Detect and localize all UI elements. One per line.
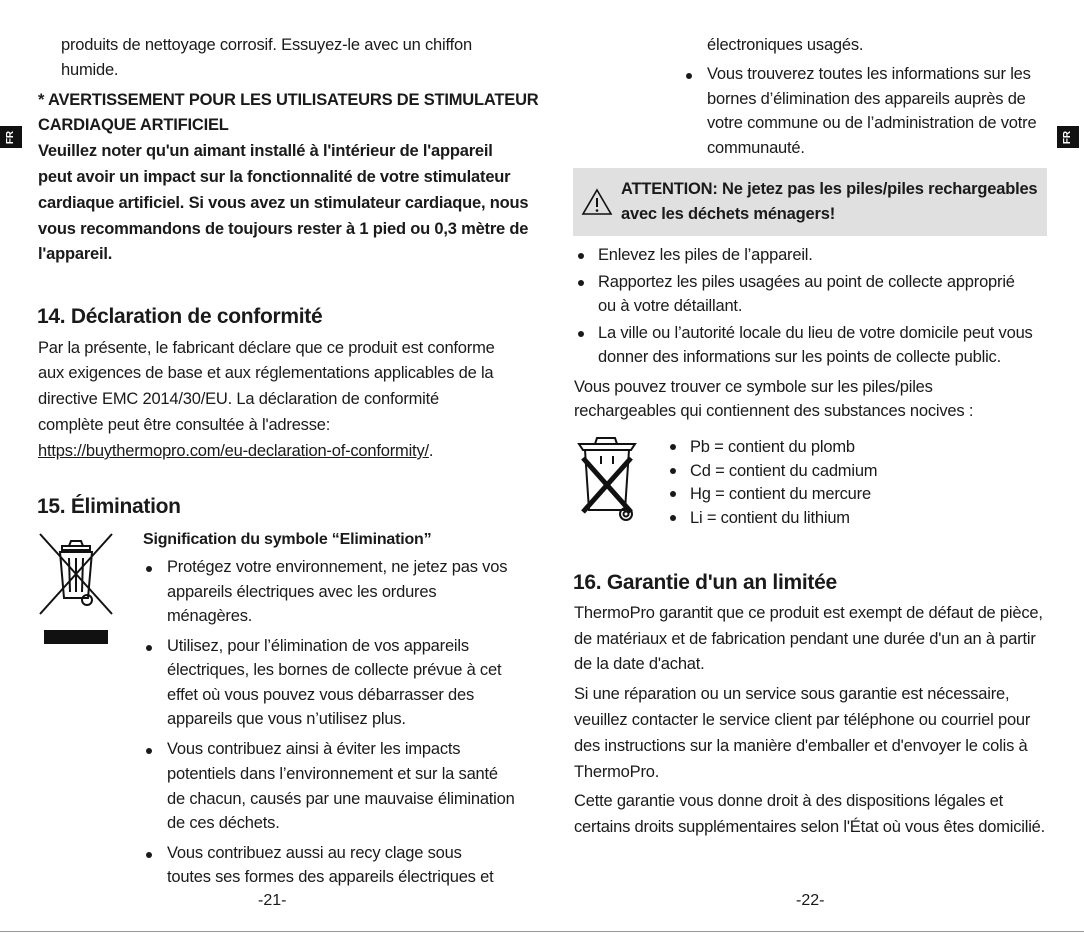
battery-bullet-line: Rapportez les piles usagées au point de collecte approprié [598,273,1015,291]
symbol-intro-line: rechargeables qui contiennent des substances nocives : [574,402,974,420]
disposal-bullet-line: de chacun, causés par une mauvaise élimination [167,790,515,808]
page-right [542,0,1084,933]
substance-item: Li = contient du lithium [690,509,850,527]
disposal-bullet-line: appareils que vous n’utilisez plus. [167,710,406,728]
warranty-line: de matériaux et de fabrication pendant une durée d'un an à partir [574,630,1036,648]
info-bullet-line: communauté. [707,139,805,157]
bullet-dot [686,73,692,79]
battery-bin-icon [575,434,639,526]
disposal-bullet-line: potentiels dans l’environnement et sur la santé [167,765,498,783]
section-14-line: directive EMC 2014/30/EU. La déclaration de conformité [38,390,439,408]
bin-underline-bar [44,630,108,644]
warranty-line: ThermoPro garantit que ce produit est exempt de défaut de pièce, [574,604,1043,622]
link-suffix: . [428,442,434,460]
substance-item: Pb = contient du plomb [690,438,855,456]
warning-body-line: peut avoir un impact sur la fonctionnalité de votre stimulateur [38,168,511,186]
warning-heading: CARDIAQUE ARTIFICIEL [38,116,229,134]
bottom-rule [0,931,1084,932]
conformity-link-line [38,439,433,464]
bullet-dot [146,566,152,572]
bullet-dot [670,468,676,474]
disposal-bullet-line: de ces déchets. [167,814,280,832]
info-bullet-line: Vous trouverez toutes les informations sur les [707,65,1031,83]
disposal-bullet-line: effet où vous pouvez vous débarrasser des [167,686,475,704]
bullet-dot [578,280,584,286]
warning-body-line: Veuillez noter qu'un aimant installé à l'intérieur de l'appareil [38,142,493,160]
bullet-dot [146,748,152,754]
warranty-line: veuillez contacter le service client par téléphone ou courriel pour [574,711,1031,729]
warranty-line: certains droits supplémentaires selon l'État où vous êtes domicilié. [574,818,1046,836]
section-14-line: aux exigences de base et aux réglementations applicables de la [38,364,494,382]
attention-line: avec les déchets ménagers! [621,205,836,223]
disposal-bullet-line: Vous contribuez ainsi à éviter les impacts [167,740,461,758]
page-number: -21- [258,892,287,909]
intro-line: humide. [61,61,119,79]
page-number: -22- [796,892,825,909]
disposal-bullet-line: Vous contribuez aussi au recy clage sous [167,844,462,862]
continued-line: électroniques usagés. [707,36,864,54]
warranty-line: des instructions sur la manière d'emballer et d'envoyer le colis à [574,737,1028,755]
attention-line: ATTENTION: Ne jetez pas les piles/piles rechargeables [621,180,1038,198]
conformity-link[interactable]: https://buythermopro.com/eu-declaration-of-conformity/ [38,442,429,460]
disposal-bullet-line: Protégez votre environnement, ne jetez pas vos [167,558,508,576]
warning-heading: * AVERTISSEMENT POUR LES UTILISATEURS DE STIMULATEUR [38,91,539,109]
bullet-dot [670,491,676,497]
warning-body-line: l'appareil. [38,245,113,263]
disposal-subtitle: Signification du symbole “Elimination” [143,531,432,548]
substance-item: Cd = contient du cadmium [690,462,878,480]
section-14-line: complète peut être consultée à l'adresse: [38,416,331,434]
language-tab: FR [1057,126,1079,148]
disposal-bullet-line: électriques, les bornes de collecte prévue à cet [167,661,502,679]
substance-item: Hg = contient du mercure [690,485,871,503]
section-14-line: Par la présente, le fabricant déclare que ce produit est conforme [38,339,495,357]
warning-body-line: cardiaque artificiel. Si vous avez un stimulateur cardiaque, nous [38,194,529,212]
info-bullet-line: bornes d’élimination des appareils auprès de [707,90,1026,108]
disposal-bullet-line: appareils électriques avec les ordures [167,583,437,601]
disposal-bullet-line: Utilisez, pour l’élimination de vos appareils [167,637,469,655]
attention-box [573,168,1047,236]
bullet-dot [670,444,676,450]
disposal-bullet-line: toutes ses formes des appareils électriques et [167,868,494,886]
warranty-line: ThermoPro. [574,763,660,781]
bullet-dot [578,253,584,259]
section-16-title: 16. Garantie d'un an limitée [573,571,837,594]
warranty-line: Cette garantie vous donne droit à des dispositions légales et [574,792,1003,810]
info-bullet-line: votre commune ou de l’administration de votre [707,114,1037,132]
section-14-title: 14. Déclaration de conformité [37,305,323,328]
warranty-line: Si une réparation ou un service sous garantie est nécessaire, [574,685,1010,703]
bullet-dot [146,645,152,651]
battery-bullet-line: Enlevez les piles de l’appareil. [598,246,813,264]
warranty-line: de la date d'achat. [574,655,705,673]
bullet-dot [146,852,152,858]
battery-bullet-line: donner des informations sur les points de collecte public. [598,348,1001,366]
battery-bullet-line: La ville ou l’autorité locale du lieu de votre domicile peut vous [598,324,1033,342]
bullet-dot [670,515,676,521]
warning-triangle-icon [581,188,613,216]
bullet-dot [578,331,584,337]
crossed-bin-icon [38,532,114,616]
language-tab: FR [0,126,22,148]
disposal-bullet-line: ménagères. [167,607,253,625]
section-15-title: 15. Élimination [37,495,181,518]
attention-text [621,177,1037,227]
warning-body-line: vous recommandons de toujours rester à 1 pied ou 0,3 mètre de [38,220,529,238]
intro-line: produits de nettoyage corrosif. Essuyez-le avec un chiffon [61,36,472,54]
battery-bullet-line: ou à votre détaillant. [598,297,743,315]
symbol-intro-line: Vous pouvez trouver ce symbole sur les piles/piles [574,378,933,396]
